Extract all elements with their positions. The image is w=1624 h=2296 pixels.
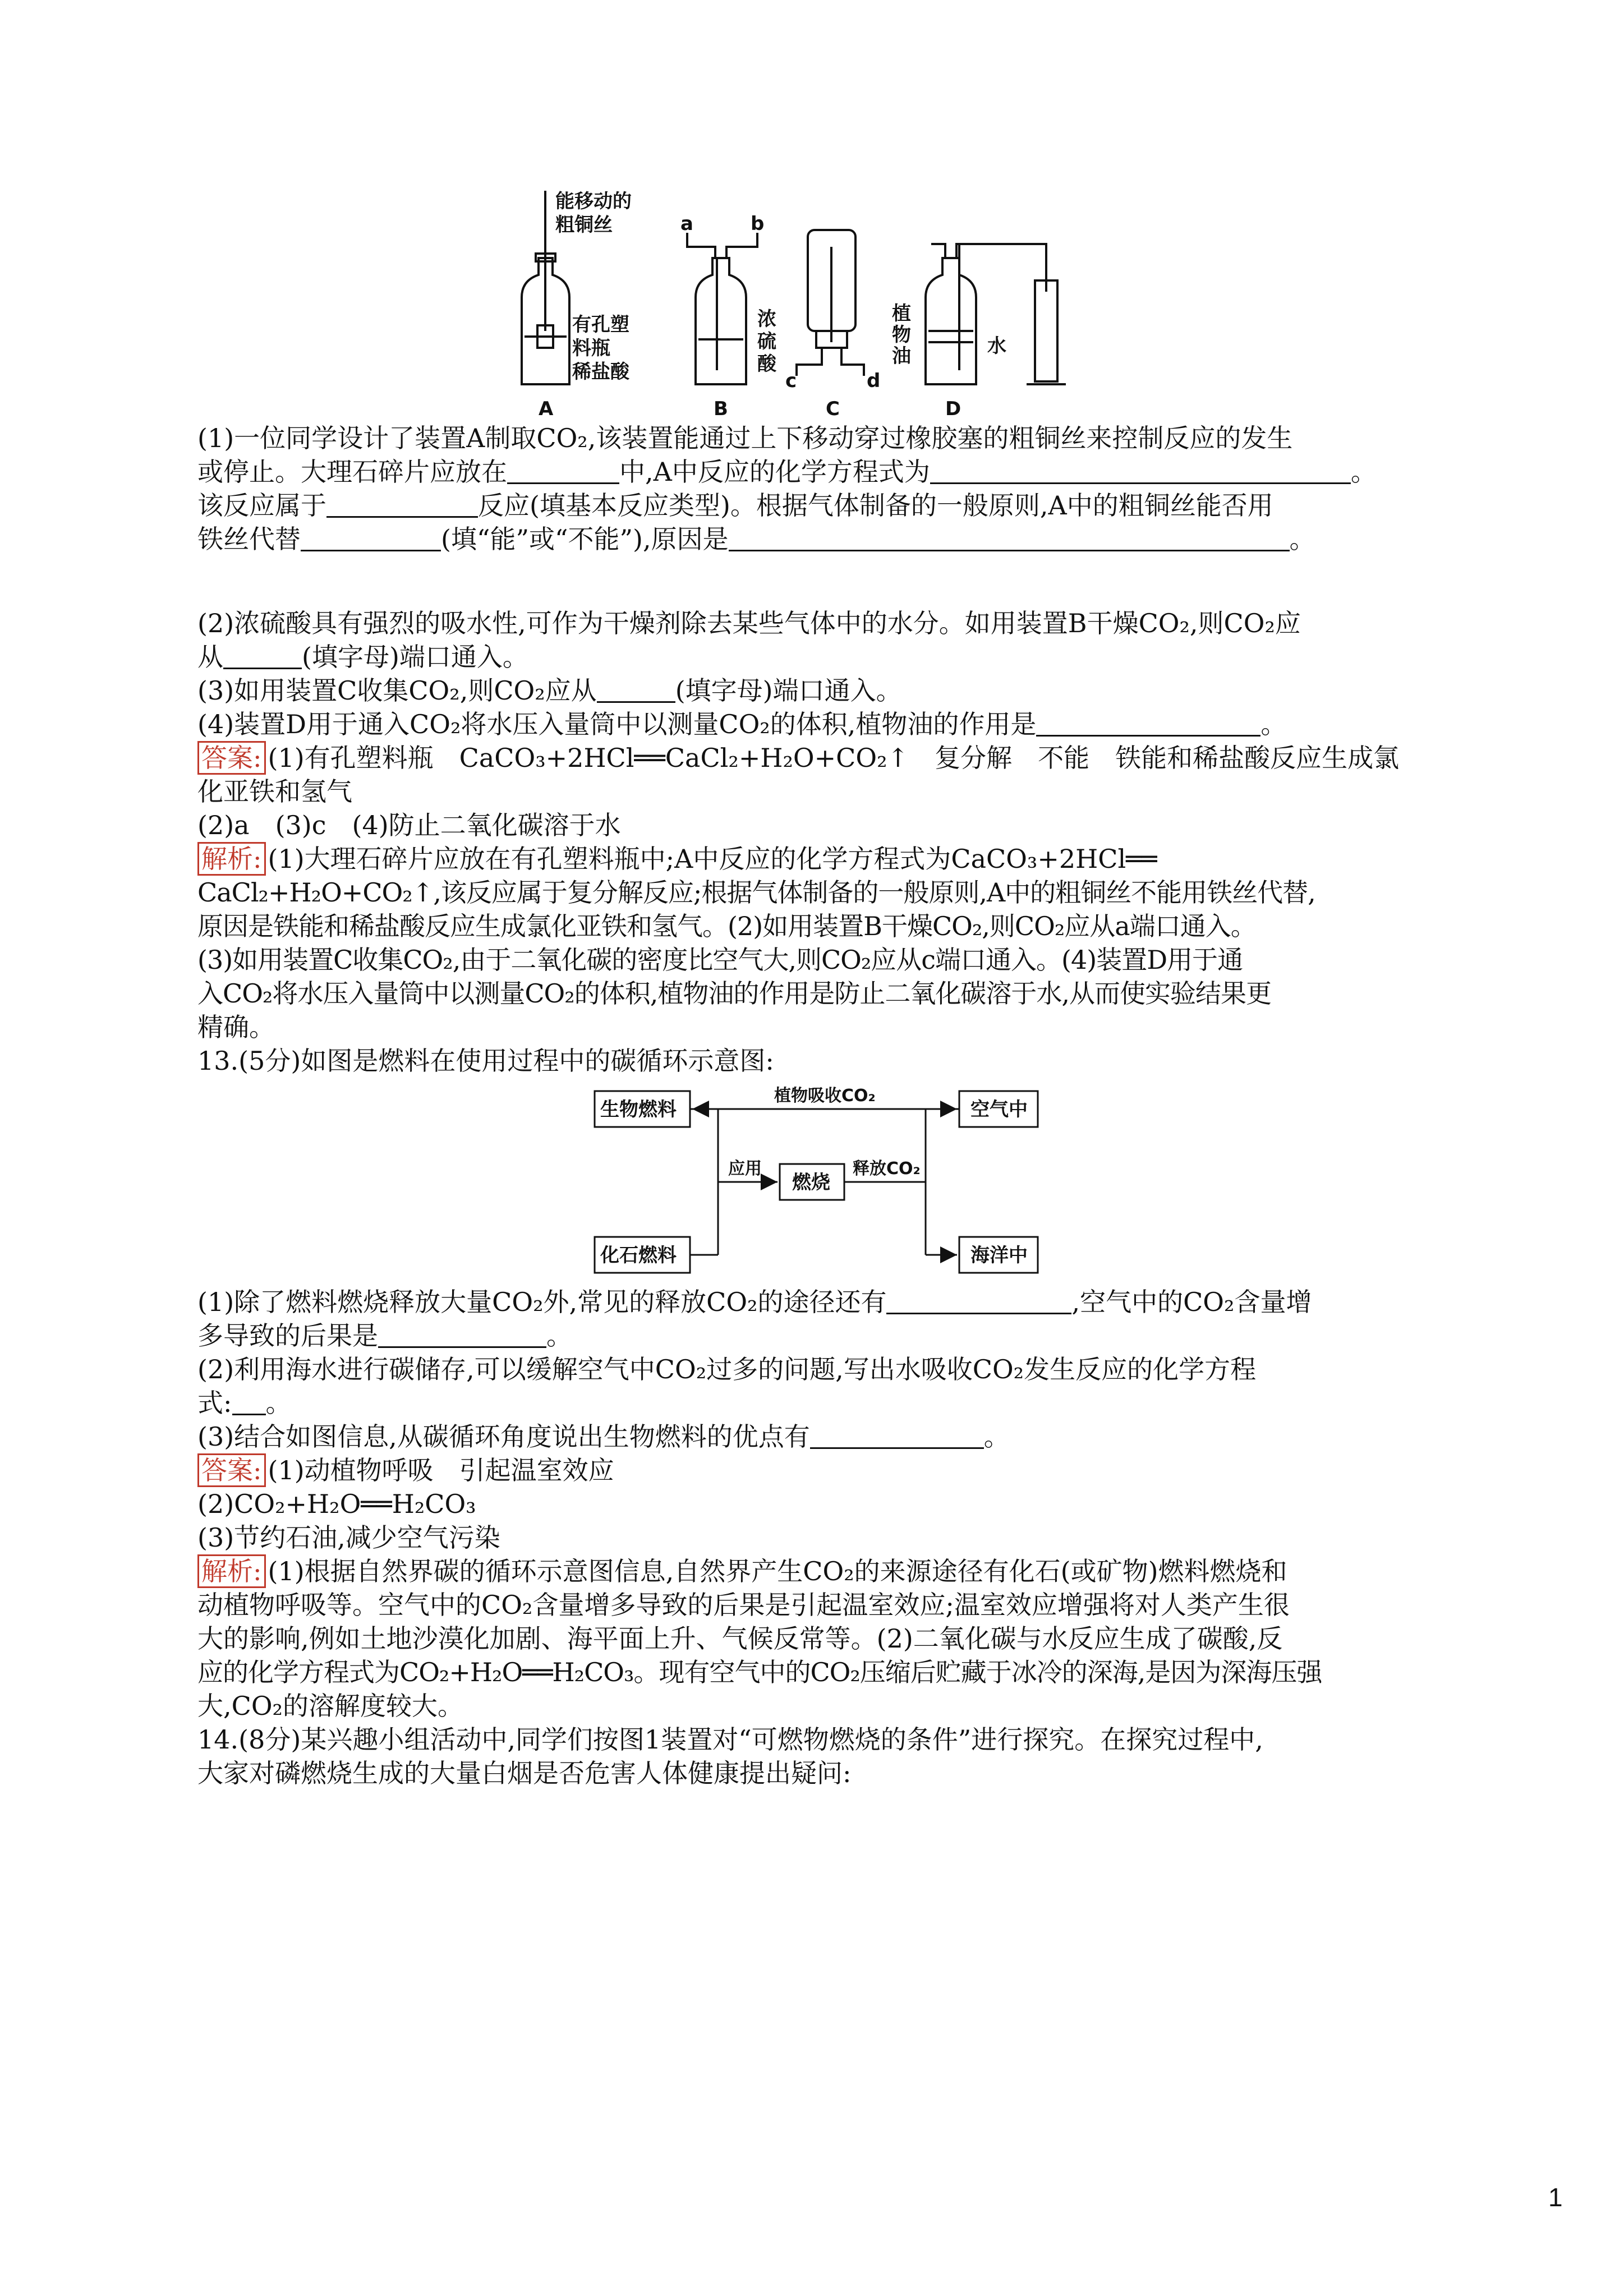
q13-answer-line2: (2)CO₂+H₂O══H₂CO₃ (197, 1489, 476, 1519)
q12-analysis-line3: 原因是铁能和稀盐酸反应生成氯化亚铁和氢气。(2)如用装置B干燥CO₂,则CO₂应从a端口通入。 (197, 911, 1256, 941)
label-sulfuric-3: 酸 (757, 353, 776, 375)
q12-analysis-line4: (3)如用装置C收集CO₂,由于二氧化碳的密度比空气大,则CO₂应从c端口通入。(4)装置D用于通 (197, 945, 1243, 975)
node-bio-fuel: 生物燃料 (600, 1098, 677, 1121)
edge-release: 释放CO₂ (853, 1159, 921, 1179)
q13-answer-line3: (3)节约石油,减少空气污染 (197, 1522, 500, 1553)
q12-analysis-line1: 解析: (1)大理石碎片应放在有孔塑料瓶中;A中反应的化学方程式为CaCO₃+2HCl══ (197, 843, 1488, 875)
edge-plant-absorb: 植物吸收CO₂ (774, 1086, 876, 1106)
q12-analysis-line5: 入CO₂将水压入量筒中以测量CO₂的体积,植物油的作用是防止二氧化碳溶于水,从而使实验结果更 (197, 978, 1271, 1009)
q13-p2-line1: (2)利用海水进行碳储存,可以缓解空气中CO₂过多的问题,写出水吸收CO₂发生反应的化学方程 (197, 1354, 1257, 1384)
label-acid: 稀盐酸 (572, 361, 629, 383)
answer-blank[interactable] (507, 459, 619, 484)
label-sulfuric-2: 硫 (757, 330, 776, 353)
answer-blank[interactable] (378, 1323, 546, 1348)
q12-analysis-line2: CaCl₂+H₂O+CO₂↑,该反应属于复分解反应;根据气体制备的一般原则,A中的粗铜丝不能用铁丝代替, (197, 877, 1315, 908)
q12-p1-line3: 该反应属于 反应(填基本反应类型)。根据气体制备的一般原则,A中的粗铜丝能否用 (197, 490, 1273, 521)
q12-answer-line1: 答案: (1)有孔塑料瓶 CaCO₃+2HCl══CaCl₂+H₂O+CO₂↑ 复分解 不能 铁能和稀盐酸反应生成氯 (197, 742, 1488, 774)
answer-blank[interactable] (1036, 711, 1260, 737)
q13-p3: (3)结合如图信息,从碳循环角度说出生物燃料的优点有 。 (197, 1421, 1010, 1452)
q12-p2-line1: (2)浓硫酸具有强烈的吸水性,可作为干燥剂除去某些气体中的水分。如用装置B干燥CO₂,则CO₂应 (197, 608, 1301, 638)
label-oil-1: 植 (892, 302, 911, 325)
answer-blank[interactable] (886, 1289, 1071, 1314)
q13-analysis-line5: 大,CO₂的溶解度较大。 (197, 1691, 463, 1721)
node-air: 空气中 (970, 1098, 1028, 1121)
answer-blank[interactable] (729, 526, 1290, 551)
label-B: B (714, 398, 728, 420)
answer-blank[interactable] (930, 459, 1351, 484)
q12-p3: (3)如用装置C收集CO₂,则CO₂应从 (填字母)端口通入。 (197, 675, 902, 706)
label-oil-3: 油 (892, 345, 911, 367)
answer-blank[interactable] (597, 678, 675, 703)
q13-heading: 13.(5分)如图是燃料在使用过程中的碳循环示意图: (197, 1046, 774, 1076)
label-wire-2: 粗铜丝 (555, 214, 613, 236)
q13-p1-line1: (1)除了燃料燃烧释放大量CO₂外,常见的释放CO₂的途径还有 ,空气中的CO₂含量增 (197, 1287, 1312, 1317)
page-number: 1 (1548, 2183, 1563, 2212)
carbon-cycle-diagram (589, 1080, 1083, 1282)
answer-blank[interactable] (223, 644, 302, 669)
node-burn: 燃烧 (792, 1171, 830, 1194)
answer-tag: 答案: (197, 1453, 266, 1487)
answer-blank[interactable] (326, 493, 478, 518)
q14-line2: 大家对磷燃烧生成的大量白烟是否危害人体健康提出疑问: (197, 1758, 852, 1788)
label-A: A (539, 398, 554, 420)
label-C: C (826, 398, 840, 420)
label-D: D (945, 398, 961, 420)
answer-blank[interactable] (301, 526, 441, 551)
q12-answer-line3: (2)a (3)c (4)防止二氧化碳溶于水 (197, 810, 621, 840)
answer-blank[interactable] (232, 1390, 266, 1415)
edge-use: 应用 (728, 1159, 762, 1179)
label-oil-2: 物 (892, 324, 911, 346)
answer-tag: 答案: (197, 741, 266, 775)
q13-answer-line1: 答案: (1)动植物呼吸 引起温室效应 (197, 1454, 1488, 1487)
label-port-d: d (867, 370, 881, 392)
q13-p1-line2: 多导致的后果是 。 (197, 1320, 572, 1351)
label-water: 水 (987, 335, 1006, 357)
q13-analysis-line1: 解析: (1)根据自然界碳的循环示意图信息,自然界产生CO₂的来源途径有化石(或矿物)燃料燃烧和 (197, 1555, 1488, 1588)
label-sulfuric-1: 浓 (757, 308, 776, 330)
apparatus-figure (494, 191, 1133, 426)
q12-p1-line2: 或停止。大理石碎片应放在 中,A中反应的化学方程式为 。 (197, 457, 1377, 487)
node-fossil-fuel: 化石燃料 (600, 1244, 677, 1267)
q13-analysis-line3: 大的影响,例如土地沙漠化加剧、海平面上升、气候反常等。(2)二氧化碳与水反应生成了碳酸,反 (197, 1623, 1283, 1654)
q13-analysis-line4: 应的化学方程式为CO₂+H₂O══H₂CO₃。现有空气中的CO₂压缩后贮藏于冰冷的深海,是因为深海压强 (197, 1657, 1322, 1687)
q14-line1: 14.(8分)某兴趣小组活动中,同学们按图1装置对“可燃物燃烧的条件”进行探究。在探究过程中, (197, 1724, 1263, 1755)
label-wire-1: 能移动的 (555, 191, 632, 213)
label-port-a: a (680, 213, 693, 235)
q13-p2-line2: 式: 。 (197, 1388, 292, 1418)
q12-p2-line2: 从 (填字母)端口通入。 (197, 642, 528, 672)
label-bottle-2: 料瓶 (572, 337, 610, 360)
analysis-tag: 解析: (197, 842, 266, 876)
label-port-b: b (751, 213, 765, 235)
label-port-c: c (785, 370, 797, 392)
analysis-tag: 解析: (197, 1554, 266, 1588)
q13-analysis-line2: 动植物呼吸等。空气中的CO₂含量增多导致的后果是引起温室效应;温室效应增强将对人类产生很 (197, 1590, 1290, 1620)
q12-p1-line4: 铁丝代替 (填“能”或“不能”),原因是 。 (197, 524, 1315, 554)
q12-analysis-line6: 精确。 (197, 1012, 275, 1042)
label-bottle-1: 有孔塑 (572, 314, 629, 336)
answer-blank[interactable] (810, 1424, 984, 1449)
node-ocean: 海洋中 (970, 1244, 1028, 1267)
q12-answer-line2: 化亚铁和氢气 (197, 776, 352, 807)
q12-p1-line1: (1)一位同学设计了装置A制取CO₂,该装置能通过上下移动穿过橡胶塞的粗铜丝来控制反应的发生 (197, 423, 1293, 453)
q12-p4: (4)装置D用于通入CO₂将水压入量筒中以测量CO₂的体积,植物油的作用是 。 (197, 709, 1287, 739)
